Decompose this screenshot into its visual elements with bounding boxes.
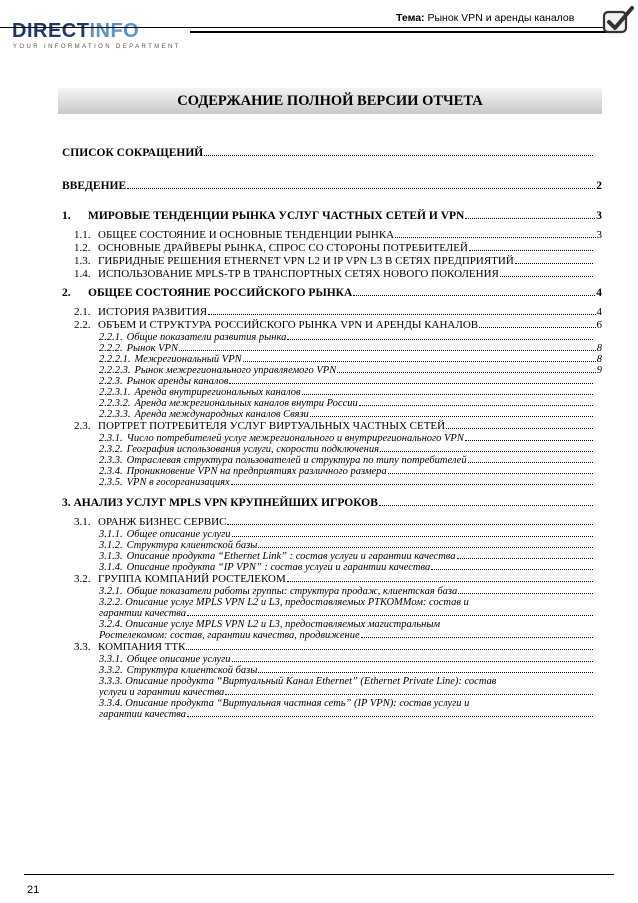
leader-dots [229, 379, 593, 384]
toc-entry-number: 3.1.3. [99, 551, 123, 562]
toc-entry-text: Общее описание услуги [126, 654, 231, 665]
toc-entry-text: Рынок межрегионального управляемого VPN [134, 365, 337, 376]
toc-entry-2-3-5[interactable] [62, 477, 602, 488]
toc-entry-number: 2.3. [74, 420, 91, 432]
leader-dots [243, 357, 596, 362]
toc-entry-1-4[interactable] [62, 268, 602, 281]
toc-entry-number: 2.1. [74, 306, 91, 318]
toc-page-number: 8 [596, 354, 602, 365]
leader-dots [187, 611, 593, 616]
toc-entry-2-2-3-1[interactable] [62, 387, 602, 398]
toc-entry-number: 3.2.2. [99, 597, 123, 608]
toc-entry-text: Описание продукта “Виртуальная частная сеть” (IP VPN): состав услуги и [125, 698, 470, 709]
toc-entry-section-1[interactable] [62, 209, 602, 223]
toc-entry-number: 3.1.4. [99, 562, 123, 573]
toc-entry-number: 2.2.3. [99, 376, 123, 387]
leader-dots [465, 214, 595, 219]
header-rule-thick [190, 31, 614, 33]
toc-entry-text: Число потребителей услуг межрегионального и внутрирегионального VPN [126, 433, 464, 444]
leader-dots [359, 401, 593, 406]
toc-entry-number: 2.3.2. [99, 444, 123, 455]
leader-dots [395, 233, 595, 238]
leader-dots [258, 668, 593, 673]
toc-entry-text: 3. АНАЛИЗ УСЛУГ MPLS VPN КРУПНЕЙШИХ ИГРОКОВ [62, 497, 378, 509]
toc-page-number: 6 [596, 319, 602, 331]
leader-dots [388, 469, 593, 474]
leader-dots [179, 346, 596, 351]
leader-dots [469, 246, 593, 251]
toc-entry-text: Межрегиональный VPN [134, 354, 242, 365]
toc-entry-2-2-3-2[interactable] [62, 398, 602, 409]
toc-entry-number: 3.3.2. [99, 665, 123, 676]
leader-dots [127, 184, 595, 189]
leader-dots [186, 645, 593, 650]
toc-entry-1-3[interactable] [62, 255, 602, 268]
leader-dots [500, 272, 593, 277]
leader-dots [302, 390, 593, 395]
leader-dots [380, 447, 593, 452]
toc-entry-text: Проникновение VPN на предприятиях различного размера [126, 466, 387, 477]
logo-tagline: YOUR INFORMATION DEPARTMENT [13, 44, 181, 50]
toc-entry-3-1-3[interactable] [62, 551, 602, 562]
toc-entry-number: 3.3. [74, 641, 91, 653]
toc-entry-number: 2.2.2. [99, 343, 123, 354]
toc-page-number: 8 [596, 343, 602, 354]
toc-entry-2-3-3[interactable] [62, 455, 602, 466]
leader-dots [465, 436, 593, 441]
toc-entry-section-3[interactable] [62, 496, 602, 510]
toc-entry-text: ОБЪЕМ И СТРУКТУРА РОССИЙСКОГО РЫНКА VPN И АРЕНДЫ КАНАЛОВ [98, 319, 479, 331]
toc-entry-text: КОМПАНИЯ ТТК [98, 641, 186, 653]
toc-entry-number: 3.1. [74, 516, 91, 528]
toc-entry-text: Описание продукта “IP VPN” : состав услуги и гарантии качества [126, 562, 431, 573]
toc-entry-text: услуги и гарантии качества [99, 687, 225, 698]
toc-entry-number: 2.2.3.3. [99, 409, 131, 420]
leader-dots [187, 712, 593, 717]
logo-wordmark [12, 20, 139, 43]
toc-entry-3-3-1[interactable] [62, 654, 602, 665]
toc-entry-text: ВВЕДЕНИЕ [62, 180, 127, 192]
toc-entry-number: 2.3.5. [99, 477, 123, 488]
toc-entry-number: 1.3. [74, 255, 91, 267]
footer-rule [24, 874, 614, 875]
toc-entry-2-2-3[interactable] [62, 376, 602, 387]
toc-entry-number: 2.2. [74, 319, 91, 331]
toc-entry-text: гарантии качества [99, 608, 187, 619]
toc-entry-number: 2.2.3.1. [99, 387, 131, 398]
toc-entry-number: 1. [62, 210, 71, 222]
toc-entry-text: Аренда международных каналов Связи [134, 409, 309, 420]
toc-entry-text: ПОРТРЕТ ПОТРЕБИТЕЛЯ УСЛУГ ВИРТУАЛЬНЫХ ЧАСТНЫХ СЕТЕЙ [98, 420, 446, 432]
directinfo-logo [10, 16, 190, 56]
toc-entry-3-3[interactable] [62, 641, 602, 654]
toc-entry-text: Рынок VPN [126, 343, 178, 354]
toc-entry-number: 3.2. [74, 573, 91, 585]
toc-entry-number: 2.2.2.1. [99, 354, 131, 365]
toc-entry-number: 1.2. [74, 242, 91, 254]
toc-page-number: 3 [596, 210, 602, 222]
toc-entry-text: Рынок аренды каналов [126, 376, 229, 387]
toc-entry-3-3-4-line1[interactable] [62, 698, 602, 709]
leader-dots [208, 310, 595, 315]
toc-entry-2-2-2-3[interactable] [62, 365, 602, 376]
toc-entry-number: 2.3.1. [99, 433, 123, 444]
toc-entry-text: Общие показатели развития рынка [126, 332, 287, 343]
toc-entry-number: 3.3.1. [99, 654, 123, 665]
toc-entry-text: Описание продукта “Ethernet Link” : состав услуги и гарантии качества [126, 551, 456, 562]
toc-entry-2-2-2[interactable] [62, 343, 602, 354]
toc-entry-number: 2.3.4. [99, 466, 123, 477]
toc-entry-3-1[interactable] [62, 516, 602, 529]
toc-entry-2-3-4[interactable] [62, 466, 602, 477]
toc-entry-text: ОРАНЖ БИЗНЕС СЕРВИС [98, 516, 227, 528]
toc-entry-text: ИСТОРИЯ РАЗВИТИЯ [98, 306, 208, 318]
header-rule-thin [0, 27, 608, 28]
leader-dots [204, 151, 593, 156]
toc-entry-number: 2.3.3. [99, 455, 123, 466]
leader-dots [431, 565, 593, 570]
toc-entry-text: ИСПОЛЬЗОВАНИЕ MPLS-TP В ТРАНСПОРТНЫХ СЕТЯХ НОВОГО ПОКОЛЕНИЯ [98, 268, 499, 280]
toc-entry-1-1[interactable] [62, 229, 602, 242]
toc-entry-2-2-3-3[interactable] [62, 409, 602, 420]
toc-entry-3-2-2-line2[interactable] [62, 608, 602, 619]
toc-entry-3-3-3-line2[interactable] [62, 687, 602, 698]
toc-entry-text: Описание продукта “Виртуальный Канал Ethernet” (Ethernet Private Line): состав [125, 676, 497, 687]
toc-entry-number: 3.3.3. [99, 676, 123, 687]
toc-entry-text: СПИСОК СОКРАЩЕНИЙ [62, 147, 204, 159]
toc-entry-section-2[interactable] [62, 286, 602, 300]
toc-entry-text: Описание услуг MPLS VPN L2 и L3, предоставляемых РТКОММом: состав и [125, 597, 469, 608]
leader-dots [310, 412, 593, 417]
toc-title: СОДЕРЖАНИЕ ПОЛНОЙ ВЕРСИИ ОТЧЕТА [177, 93, 483, 109]
toc-entry-3-2-2-line1[interactable] [62, 597, 602, 608]
leader-dots [225, 690, 593, 695]
toc-entry-3-1-2[interactable] [62, 540, 602, 551]
checkbox-check-icon [600, 4, 636, 36]
toc-entry-text: ГИБРИДНЫЕ РЕШЕНИЯ ETHERNET VPN L2 И IP VPN L3 В СЕТЯХ ПРЕДПРИЯТИЙ [98, 255, 514, 267]
toc-entry-2-3[interactable] [62, 420, 602, 433]
toc-entry-text: гарантии качества [99, 709, 187, 720]
toc-entry-text: География использования услуги, скорости подключения [126, 444, 379, 455]
topic-label: Тема: [396, 12, 425, 24]
topic-text: Рынок VPN и аренды каналов [427, 12, 575, 24]
leader-dots [468, 458, 593, 463]
page-number: 21 [27, 884, 40, 896]
leader-dots [353, 291, 595, 296]
toc-page-number: 2 [596, 180, 602, 192]
leader-dots [458, 589, 593, 594]
toc-entry-number: 3.2.1. [99, 586, 123, 597]
toc-entry-number: 2.2.1. [99, 332, 123, 343]
leader-dots [287, 577, 593, 582]
toc-entry-number: 1.4. [74, 268, 91, 280]
toc-entry-text: ОБЩЕЕ СОСТОЯНИЕ И ОСНОВНЫЕ ТЕНДЕНЦИИ РЫНКА [98, 229, 395, 241]
header-topic [396, 12, 574, 24]
toc-entry-3-1-4[interactable] [62, 562, 602, 573]
toc-entry-text: Отраслевая структура пользователей и структура по типу потребителей [126, 455, 467, 466]
toc-entry-text: Описание услуг MPLS VPN L2 и L3, предоставляемых магистральным [125, 619, 441, 630]
toc-page-number: 3 [596, 229, 602, 241]
leader-dots [258, 543, 593, 548]
leader-dots [457, 554, 593, 559]
toc-entry-text: МИРОВЫЕ ТЕНДЕНЦИИ РЫНКА УСЛУГ ЧАСТНЫХ СЕТЕЙ И VPN [88, 210, 465, 222]
toc-entry-text: Структура клиентской базы [126, 665, 258, 676]
toc-page-number: 4 [596, 306, 602, 318]
toc-entry-3-2-4-line1[interactable] [62, 619, 602, 630]
toc-entry-2-2-2-1[interactable] [62, 354, 602, 365]
toc-entry-number: 3.3.4. [99, 698, 123, 709]
toc-entry-2-2-1[interactable] [62, 332, 602, 343]
toc-entry-text: ГРУППА КОМПАНИЙ РОСТЕЛЕКОМ [98, 573, 286, 585]
leader-dots [231, 480, 593, 485]
toc-entry-2-3-2[interactable] [62, 444, 602, 455]
leader-dots [379, 501, 593, 506]
leader-dots [337, 368, 596, 373]
toc-entry-number: 2.2.3.2. [99, 398, 131, 409]
toc-entry-text: Структура клиентской базы [126, 540, 258, 551]
leader-dots [515, 259, 593, 264]
toc-entry-3-3-2[interactable] [62, 665, 602, 676]
toc-entry-text: VPN в госорганизациях [126, 477, 230, 488]
leader-dots [232, 657, 593, 662]
leader-dots [446, 424, 593, 429]
toc-entry-intro[interactable] [62, 179, 602, 193]
toc-entry-1-2[interactable] [62, 242, 602, 255]
toc-entry-3-1-1[interactable] [62, 529, 602, 540]
toc-entry-text: ОБЩЕЕ СОСТОЯНИЕ РОССИЙСКОГО РЫНКА [88, 287, 353, 299]
toc-entry-2-2[interactable] [62, 319, 602, 332]
toc-entry-3-3-4-line2[interactable] [62, 709, 602, 720]
toc-entry-text: Ростелекомом: состав, гарантии качества, продвижение [99, 630, 360, 641]
leader-dots [479, 323, 595, 328]
toc-page-number: 9 [596, 365, 602, 376]
leader-dots [287, 335, 593, 340]
toc-entry-number: 3.1.2. [99, 540, 123, 551]
toc-entry-3-2-1[interactable] [62, 586, 602, 597]
toc-entry-number: 3.1.1. [99, 529, 123, 540]
toc-entry-number: 3.2.4. [99, 619, 123, 630]
toc-entry-abbreviations[interactable] [62, 146, 602, 160]
toc-entry-number: 2.2.2.3. [99, 365, 131, 376]
toc-entry-text: Аренда межрегиональных каналов внутри России [134, 398, 358, 409]
toc-entry-number: 2. [62, 287, 71, 299]
toc-entry-3-2-4-line2[interactable] [62, 630, 602, 641]
toc-entry-text: Аренда внутрирегиональных каналов [134, 387, 301, 398]
toc-title-band [58, 88, 602, 114]
logo-accent: INFO [89, 20, 140, 42]
toc-entry-text: Общие показатели работы группы: структура продаж, клиентская база [126, 586, 458, 597]
toc-entry-3-3-3-line1[interactable] [62, 676, 602, 687]
toc-entry-number: 1.1. [74, 229, 91, 241]
logo-main: DIRECT [12, 20, 90, 42]
leader-dots [227, 520, 593, 525]
toc-entry-2-1[interactable] [62, 306, 602, 319]
leader-dots [361, 633, 593, 638]
toc-page-number: 4 [596, 287, 602, 299]
toc-entry-3-2[interactable] [62, 573, 602, 586]
toc-entry-2-3-1[interactable] [62, 433, 602, 444]
toc-entry-text: ОСНОВНЫЕ ДРАЙВЕРЫ РЫНКА, СПРОС СО СТОРОНЫ ПОТРЕБИТЕЛЕЙ [98, 242, 468, 254]
toc-entry-text: Общее описание услуги [126, 529, 231, 540]
leader-dots [232, 532, 593, 537]
table-of-contents [62, 146, 602, 720]
